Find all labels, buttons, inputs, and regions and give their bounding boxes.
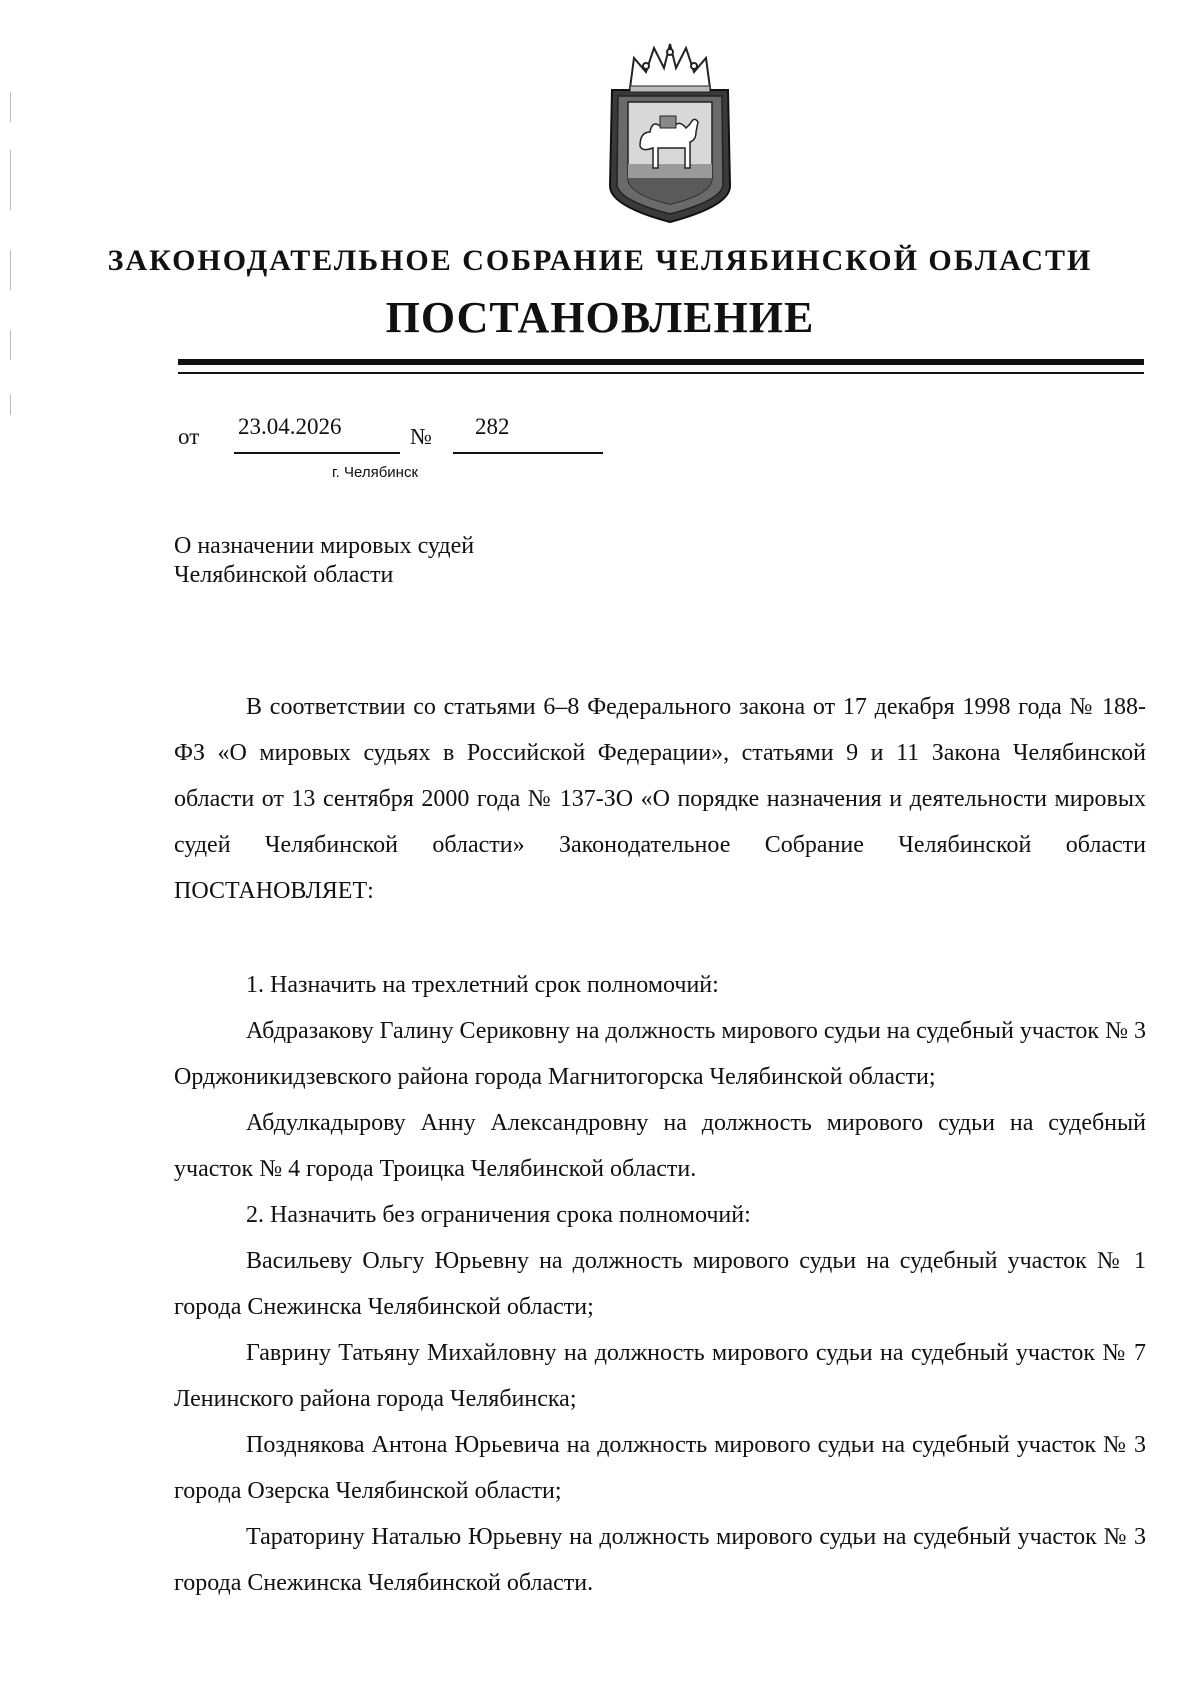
appointment-entry: Васильеву Ольгу Юрьевну на должность мирового судьи на судебный участок № 1 города Снежинска Челябинской области; [174, 1248, 1146, 1320]
item-2-heading: 2. Назначить без ограничения срока полномочий: [246, 1202, 751, 1228]
coat-of-arms-icon [590, 36, 750, 226]
appointment-entry: Абдулкадырову Анну Александровну на должность мирового судьи на судебный участок № 4 города Троицка Челябинской области. [174, 1110, 1146, 1182]
number-label: № [410, 424, 432, 449]
document-type-title: ПОСТАНОВЛЕНИЕ [385, 293, 815, 342]
appointment-entry: Позднякова Антона Юрьевича на должность мирового судьи на судебный участок № 3 города Озерска Челябинской области; [174, 1432, 1146, 1504]
number-underline [453, 452, 603, 454]
appointment-entry: Абдразакову Галину Сериковну на должность мирового судьи на судебный участок № 3 Орджоникидзевского района города Магнитогорска Челябинской области; [174, 1018, 1146, 1090]
date-label: от [178, 424, 200, 449]
appointment-entry: Тараторину Наталью Юрьевну на должность мирового судьи на судебный участок № 3 города Снежинска Челябинской области. [174, 1524, 1146, 1596]
item-1-heading: 1. Назначить на трехлетний срок полномочий: [246, 972, 719, 998]
scan-artifact [10, 395, 11, 415]
scan-artifact [10, 92, 11, 122]
scan-artifact [10, 150, 11, 210]
date-underline [234, 452, 400, 454]
preamble-paragraph: В соответствии со статьями 6–8 Федерального закона от 17 декабря 1998 года № 188-ФЗ «О мировых судьях в Российской Федерации», статьями 9 и 11 Закона Челябинской области от 13 сентября 2000 года № 137-ЗО «О порядке назначения и деятельности мировых судей Челябинской области» Законодательное Собрание Челябинской области ПОСТАНОВЛЯЕТ: [174, 694, 1146, 904]
document-date: 23.04.2026 [238, 414, 342, 439]
document-number: 282 [475, 414, 510, 439]
document-subject: О назначении мировых судей Челябинской области [174, 533, 475, 588]
header-divider-thin [178, 372, 1144, 374]
document-city: г. Челябинск [332, 464, 419, 481]
header-divider-thick [178, 359, 1144, 365]
organization-name: ЗАКОНОДАТЕЛЬНОЕ СОБРАНИЕ ЧЕЛЯБИНСКОЙ ОБЛАСТИ [107, 244, 1093, 277]
appointment-entry: Гаврину Татьяну Михайловну на должность мирового судьи на судебный участок № 7 Ленинского района города Челябинска; [174, 1340, 1146, 1412]
